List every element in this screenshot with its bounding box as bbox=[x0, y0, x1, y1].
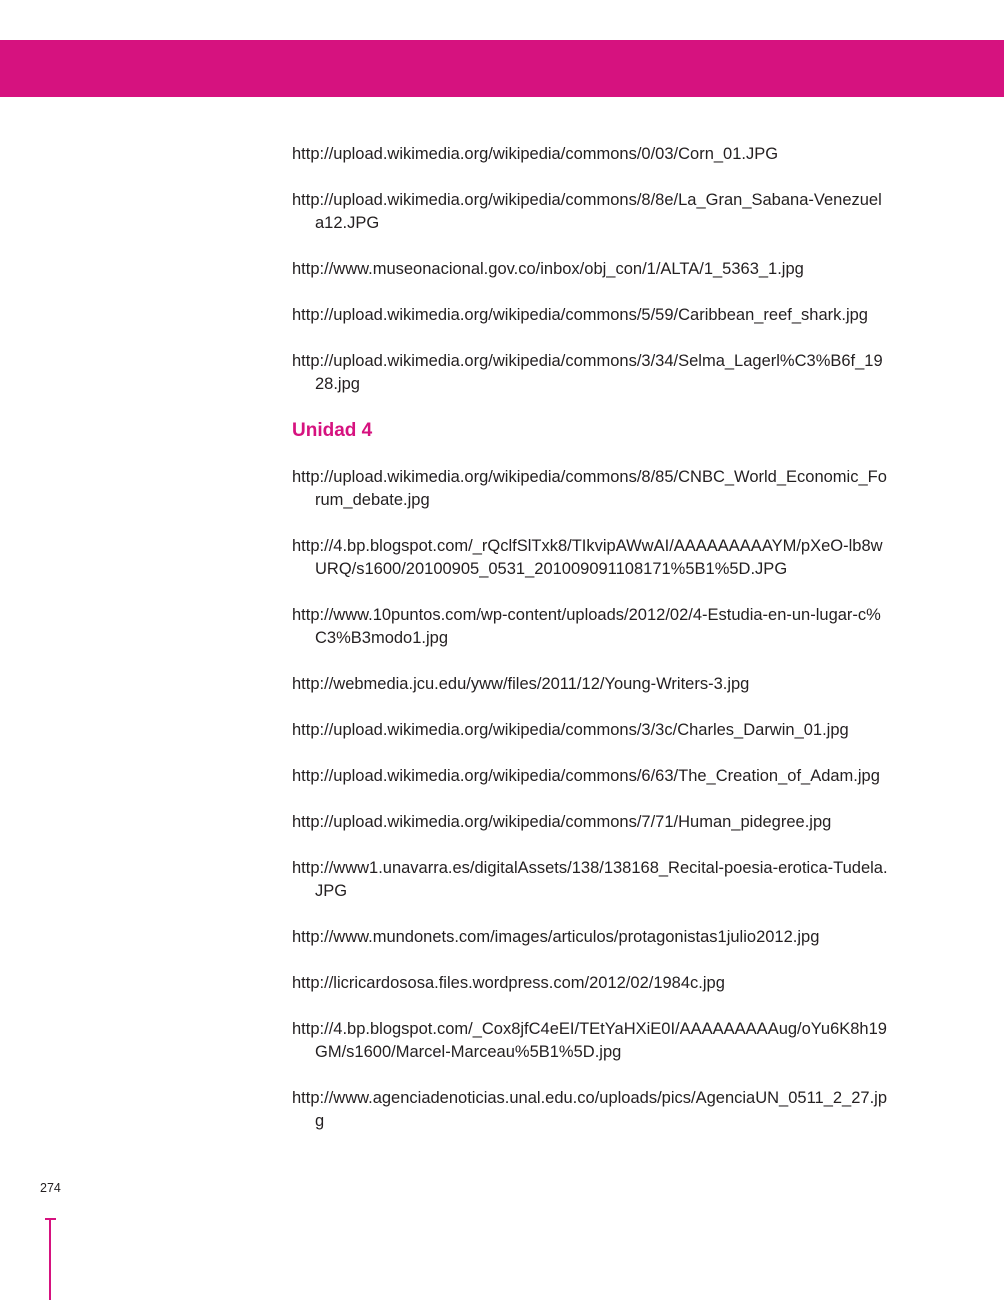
page-marker-line bbox=[49, 1218, 51, 1300]
reference-link[interactable]: http://www.museonacional.gov.co/inbox/obj_con/1/ALTA/1_5363_1.jpg bbox=[292, 260, 804, 278]
reference-link[interactable]: http://upload.wikimedia.org/wikipedia/commons/3/3c/Charles_Darwin_01.jpg bbox=[292, 721, 849, 739]
reference-link[interactable]: http://4.bp.blogspot.com/_Cox8jfC4eEI/TEtYaHXiE0I/AAAAAAAAAug/oYu6K8h19GM/s1600/Marcel-Marceau%5B1%5D.jpg bbox=[292, 1020, 887, 1061]
page-number: 274 bbox=[40, 1181, 61, 1195]
section-heading-unidad-4: Unidad 4 bbox=[292, 420, 373, 441]
reference-link[interactable]: http://upload.wikimedia.org/wikipedia/commons/8/85/CNBC_World_Economic_Forum_debate.jpg bbox=[292, 468, 887, 509]
reference-link[interactable]: http://upload.wikimedia.org/wikipedia/commons/8/8e/La_Gran_Sabana-Venezuela12.JPG bbox=[292, 191, 882, 232]
reference-link[interactable]: http://webmedia.jcu.edu/yww/files/2011/12/Young-Writers-3.jpg bbox=[292, 675, 750, 693]
reference-link[interactable]: http://www.agenciadenoticias.unal.edu.co/uploads/pics/AgenciaUN_0511_2_27.jpg bbox=[292, 1089, 888, 1130]
header-color-band bbox=[0, 40, 1004, 97]
reference-link[interactable]: http://upload.wikimedia.org/wikipedia/commons/6/63/The_Creation_of_Adam.jpg bbox=[292, 767, 880, 785]
reference-link[interactable]: http://www.mundonets.com/images/articulos/protagonistas1julio2012.jpg bbox=[292, 928, 820, 946]
reference-link[interactable]: http://www.10puntos.com/wp-content/uploads/2012/02/4-Estudia-en-un-lugar-c%C3%B3modo1.jpg bbox=[292, 606, 881, 647]
reference-link[interactable]: http://www1.unavarra.es/digitalAssets/138/138168_Recital-poesia-erotica-Tudela.JPG bbox=[292, 859, 888, 900]
reference-link[interactable]: http://licricardososa.files.wordpress.com/2012/02/1984c.jpg bbox=[292, 974, 725, 992]
reference-link[interactable]: http://upload.wikimedia.org/wikipedia/commons/7/71/Human_pidegree.jpg bbox=[292, 813, 832, 831]
reference-link[interactable]: http://upload.wikimedia.org/wikipedia/commons/3/34/Selma_Lagerl%C3%B6f_1928.jpg bbox=[292, 352, 883, 393]
reference-link[interactable]: http://4.bp.blogspot.com/_rQclfSlTxk8/TIkvipAWwAI/AAAAAAAAAYM/pXeO-lb8wURQ/s1600/20100905_0531_201009091108171%5B1%5D.JPG bbox=[292, 537, 883, 578]
references-list bbox=[292, 143, 890, 1156]
reference-link[interactable]: http://upload.wikimedia.org/wikipedia/commons/5/59/Caribbean_reef_shark.jpg bbox=[292, 306, 868, 324]
reference-link[interactable]: http://upload.wikimedia.org/wikipedia/commons/0/03/Corn_01.JPG bbox=[292, 145, 779, 163]
